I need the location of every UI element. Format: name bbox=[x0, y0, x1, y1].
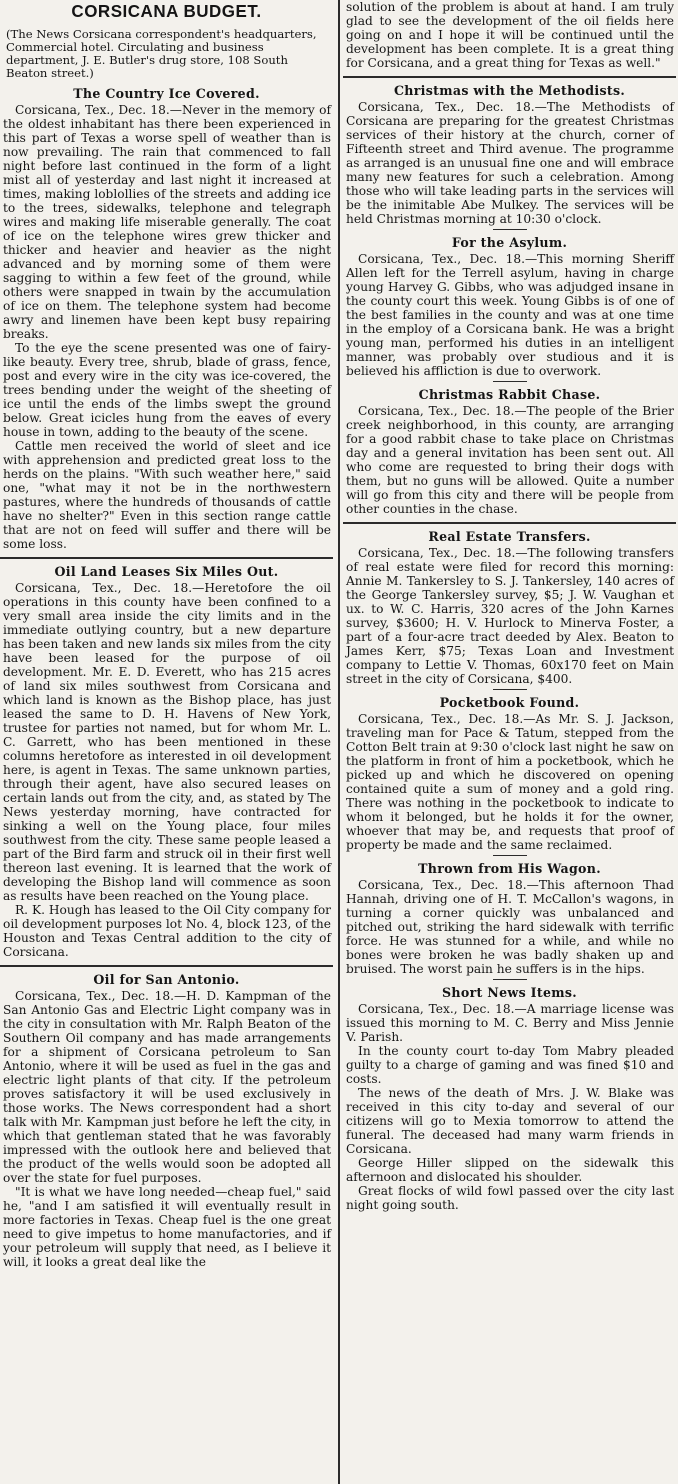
paragraph: Corsicana, Tex., Dec. 18.—The people of the Brier creek neighborhood, in this county, are arranging for a good rabbit chase to take place on Christmas day and a general invitation has been sent out. All who come are requested to bring their dogs with them, but no guns will be allowed. Quite a number will go from this city and there will be people from other counties in the chase. bbox=[346, 404, 674, 516]
paragraph: Corsicana, Tex., Dec. 18.—This afternoon Thad Hannah, driving one of H. T. McCallon's wagons, in turning a corner quickly was unbalanced and pitched out, striking the hard sidewalk with terrific force. He was stunned for a while, and while no bones were broken he was badly shaken up and bruised. The worst pain he suffers is in the hips. bbox=[346, 878, 674, 976]
headline: Christmas with the Methodists. bbox=[393, 83, 626, 98]
headline: Short News Items. bbox=[442, 985, 577, 1000]
short-divider bbox=[493, 979, 527, 980]
headline: Oil Land Leases Six Miles Out. bbox=[54, 564, 279, 579]
paragraph: The news of the death of Mrs. J. W. Blake was received in this city to-day and several of our citizens will go to Mexia tomorrow to attend the funeral. The deceased had many warm friends in Corsicana. bbox=[346, 1086, 674, 1156]
masthead: CORSICANA BUDGET. bbox=[71, 1, 262, 22]
paragraph: Cattle men received the world of sleet and ice with apprehension and predicted great loss to the herds on the plains. "With such weather here," said one, "what may it not be in the northwestern pastures, where the hundreds of thousands of cattle have no shelter?" Even in this section range cattle that are not on feed will suffer and there will be some loss. bbox=[3, 439, 331, 551]
headline: The Country Ice Covered. bbox=[73, 86, 260, 101]
article-real-estate bbox=[343, 529, 676, 686]
article-divider bbox=[0, 557, 333, 559]
headline: Oil for San Antonio. bbox=[93, 972, 240, 987]
paragraph: Corsicana, Tex., Dec. 18.—H. D. Kampman of the San Antonio Gas and Electric Light company was in the city in consultation with Mr. Ralph Beaton of the Southern Oil company and has made arrangements for a shipment of Corsicana petroleum to San Antonio, where it will be used as fuel in the gas and electric light plants of that city. If the petroleum proves satisfactory it will be used exclusively in those works. The News correspondent had a short talk with Mr. Kampman just before he left the city, in which that gentleman stated that he was favorably impressed with the outlook here and believed that the product of the wells would soon be adopted all over the state for fuel purposes. bbox=[3, 989, 331, 1185]
correspondent-note: (The News Corsicana correspondent's headquarters, Commercial hotel. Circulating and business department, J. E. Butler's drug store, 108 South Beaton street.) bbox=[6, 27, 317, 80]
article-rabbit-chase bbox=[343, 387, 676, 516]
column-rule bbox=[338, 0, 340, 1484]
left-column bbox=[0, 0, 333, 1484]
paragraph: Corsicana, Tex., Dec. 18.—A marriage license was issued this morning to M. C. Berry and Miss Jennie V. Parish. bbox=[346, 1002, 674, 1044]
paragraph: Corsicana, Tex., Dec. 18.—Heretofore the oil operations in this county have been confined to a very small area inside the city limits and in the immediate outlying country, but a new departure has been taken and new lands six miles from the city have been leased for the purpose of oil development. Mr. E. D. Everett, who has 215 acres of land six miles southwest from Corsicana and which land is known as the Bishop place, has just leased the same to D. H. Havens of New York, trustee for parties not named, but for whom Mr. L. C. Garrett, who has been mentioned in these columns heretofore as interested in oil development here, is agent in Texas. The same unknown parties, through their agent, have also secured leases on certain lands out from the city, and, as stated by The News yesterday morning, have contracted for sinking a well on the Young place, four miles southwest from the city. These same people leased a part of the Bird farm and struck oil in their first well thereon last evening. It is learned that the work of developing the Bishop land will commence as soon as results have been reached on the Young place. bbox=[3, 581, 331, 903]
right-column bbox=[343, 0, 676, 1484]
short-divider bbox=[493, 855, 527, 856]
paragraph: In the county court to-day Tom Mabry pleaded guilty to a charge of gaming and was fined $10 and costs. bbox=[346, 1044, 674, 1086]
headline: Christmas Rabbit Chase. bbox=[418, 387, 601, 402]
article-divider bbox=[343, 522, 676, 524]
headline: For the Asylum. bbox=[451, 235, 568, 250]
article-pocketbook bbox=[343, 695, 676, 852]
short-divider bbox=[493, 381, 527, 382]
paragraph: R. K. Hough has leased to the Oil City company for oil development purposes lot No. 4, block 123, of the Houston and Texas Central addition to the city of Corsicana. bbox=[3, 903, 331, 959]
article-divider bbox=[343, 76, 676, 78]
paragraph: Corsicana, Tex., Dec. 18.—As Mr. S. J. Jackson, traveling man for Pace & Tatum, stepped from the Cotton Belt train at 9:30 o'clock last night he saw on the platform in front of him a pocketbook, which he picked up and which he discovered on opening contained quite a sum of money and a gold ring. There was nothing in the pocketbook to indicate to whom it belonged, but he holds it for the owner, whoever that may be, and requests that proof of property be made and the same reclaimed. bbox=[346, 712, 674, 852]
paragraph: Great flocks of wild fowl passed over the city last night going south. bbox=[346, 1184, 674, 1212]
continued-text: solution of the problem is about at hand. I am truly glad to see the development of the oil fields here going on and I hope it will be continued until the development has been complete. It is a great thing for Corsicana, and a great thing for Texas as well." bbox=[346, 0, 674, 70]
article-methodists bbox=[343, 83, 676, 226]
article-wagon bbox=[343, 861, 676, 976]
headline: Thrown from His Wagon. bbox=[418, 861, 601, 876]
article-oil-land-leases bbox=[0, 564, 333, 959]
article-country-ice bbox=[0, 86, 333, 551]
headline: Real Estate Transfers. bbox=[428, 529, 591, 544]
paragraph: Corsicana, Tex., Dec. 18.—The following transfers of real estate were filed for record this morning: Annie M. Tankersley to S. J. Tankersley, 140 acres of the George Tankersley survey, $5; J. W. Vaughan et ux. to W. C. Harris, 320 acres of the John Karnes survey, $3600; H. V. Hurlock to Minerva Foster, a part of a four-acre tract deeded by Alex. Beaton to James Kerr, $75; Texas Loan and Investment company to Lettie V. Thomas, 60x170 feet on Main street in the city of Corsicana, $400. bbox=[346, 546, 674, 686]
article-short-news bbox=[343, 985, 676, 1212]
paragraph: Corsicana, Tex., Dec. 18.—The Methodists of Corsicana are preparing for the greatest Christmas services of their history at the church, corner of Fifteenth street and Third avenue. The programme as arranged is an unusual fine one and will embrace many new features for such a celebration. Among those who will take leading parts in the services will be the inimitable Abe Mulkey. The services will be held Christmas morning at 10:30 o'clock. bbox=[346, 100, 674, 226]
article-asylum bbox=[343, 235, 676, 378]
paragraph: To the eye the scene presented was one of fairy-like beauty. Every tree, shrub, blade of grass, fence, post and every wire in the city was ice-covered, the trees bending under the weight of the sheeting of ice until the ends of the limbs swept the ground below. Great icicles hung from the eaves of every house in town, adding to the beauty of the scene. bbox=[3, 341, 331, 439]
article-divider bbox=[0, 965, 333, 967]
paragraph: George Hiller slipped on the sidewalk this afternoon and dislocated his shoulder. bbox=[346, 1156, 674, 1184]
short-divider bbox=[493, 229, 527, 230]
paragraph: "It is what we have long needed—cheap fuel," said he, "and I am satisfied it will eventually result in more factories in Texas. Cheap fuel is the one great need to give impetus to home manufactories, and if your petroleum will supply that need, as I believe it will, it looks a great deal like the bbox=[3, 1185, 331, 1269]
short-divider bbox=[493, 689, 527, 690]
paragraph: Corsicana, Tex., Dec. 18.—This morning Sheriff Allen left for the Terrell asylum, having in charge young Harvey G. Gibbs, who was adjudged insane in the county court this week. Young Gibbs is of one of the best families in the county and was at one time in the employ of a Corsicana bank. He was a bright young man, performed his duties in an intelligent manner, was probably over studious and it is believed his affliction is due to overwork. bbox=[346, 252, 674, 378]
article-oil-san-antonio bbox=[0, 972, 333, 1269]
paragraph: Corsicana, Tex., Dec. 18.—Never in the memory of the oldest inhabitant has there been experienced in this part of Texas a worse spell of weather than is now prevailing. The rain that commenced to fall night before last continued in the form of a light mist all of yesterday and last night it increased at times, making loblollies of the streets and adding ice to the trees, sidewalks, telephone and telegraph wires and making life miserable generally. The coat of ice on the telephone wires grew thicker and thicker and heavier and heavier as the night advanced and by morning some of them were sagging to within a few feet of the ground, while others were snapped in twain by the accumulation of ice on them. The telephone system had become awry and linemen have been kept busy repairing breaks. bbox=[3, 103, 331, 341]
headline: Pocketbook Found. bbox=[439, 695, 580, 710]
